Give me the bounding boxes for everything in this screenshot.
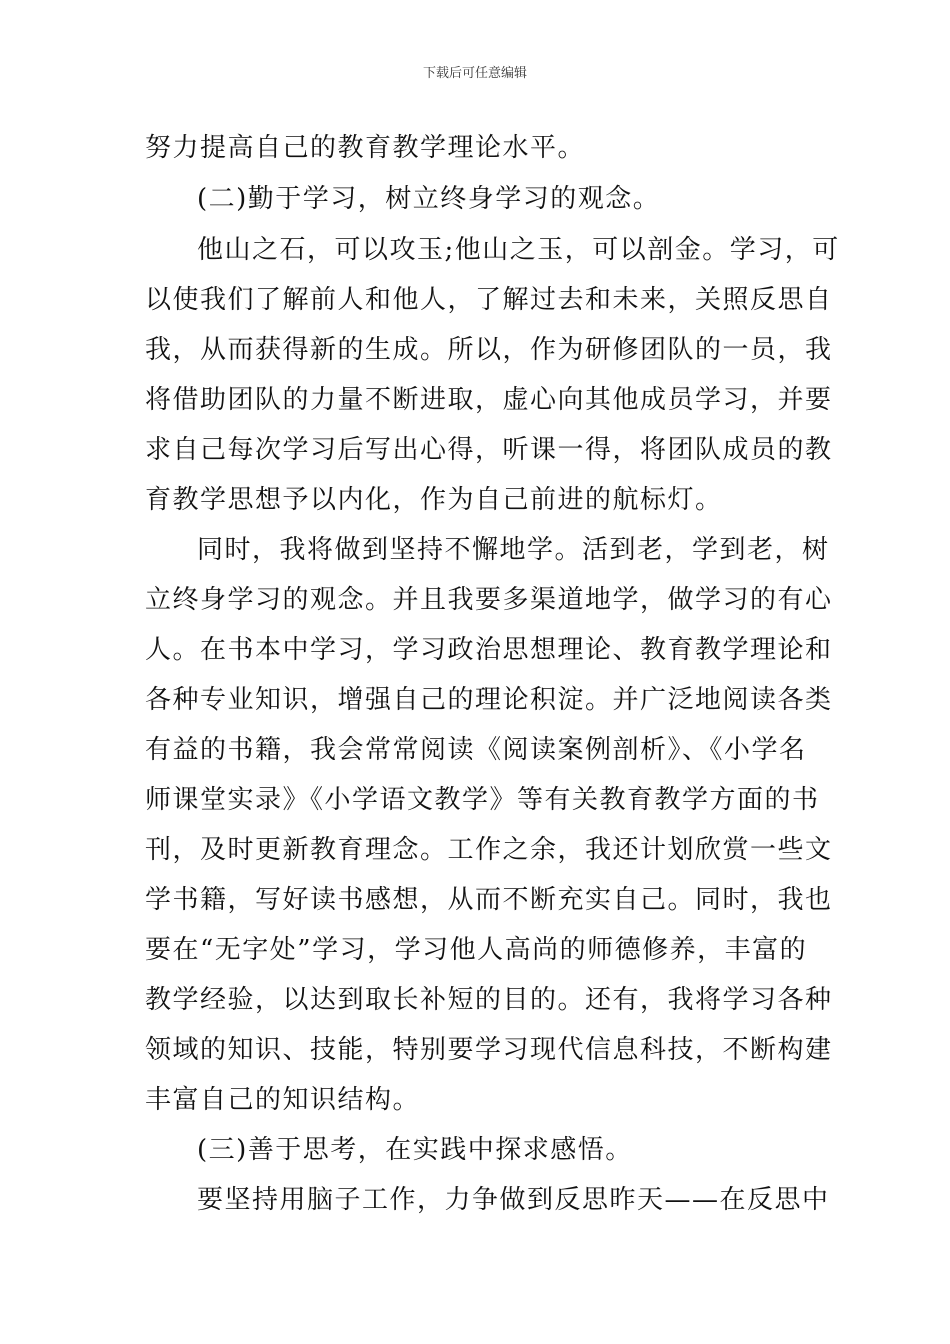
text-line: 努力提高自己的教育教学理论水平。 xyxy=(145,133,586,163)
text-line: 丰富自己的知识结构。 xyxy=(145,1085,421,1115)
text-line: 求自己每次学习后写出心得，听课一得，将团队成员的教 xyxy=(145,435,833,465)
text-line: 人。在书本中学习，学习政治思想理论、教育教学理论和 xyxy=(145,635,833,665)
text-line: 他山之石，可以攻玉;他山之玉，可以剖金。学习，可 xyxy=(197,235,840,265)
text-line: 学书籍，写好读书感想，从而不断充实自己。同时，我也 xyxy=(145,885,833,915)
text-line: 要坚持用脑子工作，力争做到反思昨天——在反思中 xyxy=(197,1185,830,1215)
text-line: 立终身学习的观念。并且我要多渠道地学，做学习的有心 xyxy=(145,585,833,615)
text-line: 有益的书籍，我会常常阅读《阅读案例剖析》、《小学名 xyxy=(145,735,807,765)
text-line: 育教学思想予以内化，作为自己前进的航标灯。 xyxy=(145,485,723,515)
text-line: 我，从而获得新的生成。所以，作为研修团队的一员，我 xyxy=(145,335,833,365)
section-heading: (二)勤于学习，树立终身学习的观念。 xyxy=(197,184,661,214)
text-line: 各种专业知识，增强自己的理论积淀。并广泛地阅读各类 xyxy=(145,685,833,715)
text-line: 以使我们了解前人和他人，了解过去和未来，关照反思自 xyxy=(145,285,833,315)
text-line: 同时，我将做到坚持不懈地学。活到老，学到老，树 xyxy=(197,535,830,565)
text-line: 师课堂实录》《小学语文教学》等有关教育教学方面的书 xyxy=(145,785,820,815)
text-line: 领域的知识、技能，特别要学习现代信息科技，不断构建 xyxy=(145,1035,833,1065)
text-line: 教学经验，以达到取长补短的目的。还有，我将学习各种 xyxy=(145,985,833,1015)
text-line: 刊，及时更新教育理念。工作之余，我还计划欣赏一些文 xyxy=(145,835,833,865)
text-line: 要在“无字处”学习，学习他人高尚的师德修养，丰富的 xyxy=(145,935,808,965)
section-heading: (三)善于思考，在实践中探求感悟。 xyxy=(197,1135,633,1165)
text-line: 将借助团队的力量不断进取，虚心向其他成员学习，并要 xyxy=(145,385,833,415)
page-header: 下载后可任意编辑 xyxy=(422,66,527,81)
